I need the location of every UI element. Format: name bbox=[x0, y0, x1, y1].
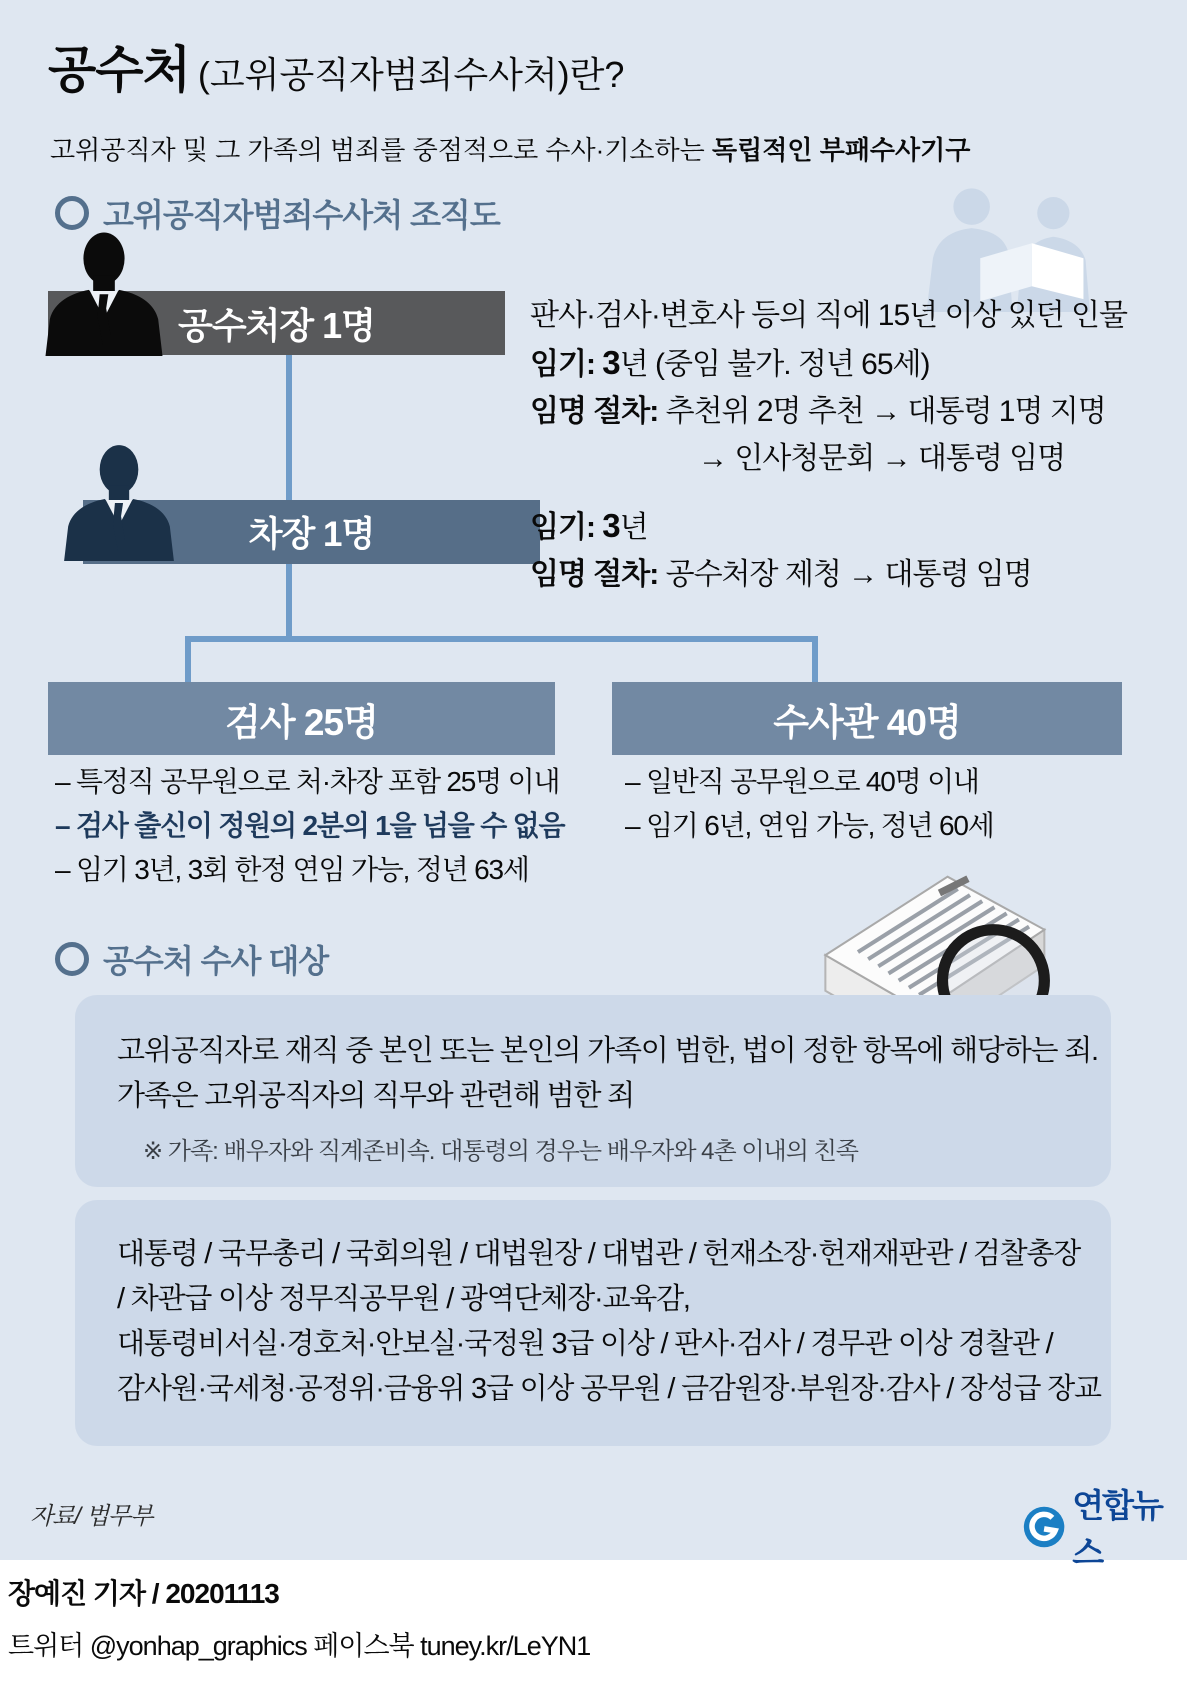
subtitle-text: 고위공직자 및 그 가족의 범죄를 중점적으로 수사·기소하는 bbox=[50, 135, 713, 165]
yonhap-logo bbox=[1022, 1480, 1187, 1574]
target-officials-box bbox=[75, 1200, 1111, 1446]
org-box-investigators bbox=[612, 682, 1122, 755]
bullet-item: – 임기 6년, 연임 가능, 정년 60세 bbox=[625, 810, 994, 841]
deputy-appoint-text: 공수처장 제청 → 대통령 임명 bbox=[665, 558, 1032, 591]
org-box-chief-label: 공수처장 1명 bbox=[178, 304, 375, 346]
deputy-appoint-label: 임명 절차: bbox=[530, 558, 659, 591]
deputy-term-label: 임기: bbox=[530, 511, 595, 544]
deputy-info-block bbox=[530, 502, 1032, 598]
org-section-heading-text: 고위공직자범죄수사처 조직도 bbox=[103, 197, 500, 233]
page-title: 공수처 bbox=[48, 42, 190, 98]
chief-term-line bbox=[530, 339, 1127, 388]
chief-person-silhouette-icon bbox=[38, 226, 170, 356]
investigators-bullet-list bbox=[625, 760, 994, 848]
org-box-prosecutors bbox=[48, 682, 555, 755]
chief-appoint-line2: → 인사청문회 → 대통령 임명 bbox=[698, 442, 1066, 475]
social-links-text: 트위터 @yonhap_graphics 페이스북 tuney.kr/LeYN1 bbox=[8, 1631, 591, 1661]
chief-term-rest: 년 (중임 불가. 정년 65세) bbox=[619, 348, 930, 381]
investigation-scope-box bbox=[75, 995, 1111, 1187]
bullet-item: – 임기 3년, 3회 한정 연임 가능, 정년 63세 bbox=[55, 854, 529, 885]
connector-horizontal bbox=[185, 636, 818, 642]
chief-term-number: 3 bbox=[602, 344, 620, 381]
yonhap-logo-text: 연합뉴스 bbox=[1072, 1487, 1162, 1571]
deputy-person-silhouette-icon bbox=[58, 436, 180, 564]
bullet-item: – 특정직 공무원으로 처·차장 포함 25명 이내 bbox=[55, 766, 560, 797]
chief-info-block bbox=[530, 292, 1127, 482]
yonhap-logo-icon bbox=[1022, 1504, 1066, 1550]
scope-note: ※ 가족: 배우자와 직계존비속. 대통령의 경우는 배우자와 4촌 이내의 친족 bbox=[143, 1138, 858, 1165]
deputy-term-number: 3 bbox=[602, 507, 620, 544]
chief-term-label: 임기: bbox=[530, 348, 595, 381]
subtitle-bold-text: 독립적인 부패수사기구 bbox=[712, 135, 971, 165]
target-section-heading bbox=[55, 936, 328, 982]
title-block bbox=[48, 30, 624, 102]
chief-appoint-text1: 추천위 2명 추천 → 대통령 1명 지명 bbox=[665, 395, 1106, 428]
scope-line: 고위공직자로 재직 중 본인 또는 본인의 가족이 범한, 법이 정한 항목에 해당하는 죄. bbox=[117, 1035, 1098, 1067]
bullet-item-emphasis: – 검사 출신이 정원의 2분의 1을 넘을 수 없음 bbox=[55, 810, 565, 841]
source-credit: 자료/ 법무부 bbox=[30, 1503, 153, 1530]
connector-chief-deputy bbox=[286, 353, 292, 503]
connector-deputy-split bbox=[286, 562, 292, 642]
target-section-heading-text: 공수처 수사 대상 bbox=[103, 943, 329, 979]
scope-line: 가족은 고위공직자의 직무와 관련해 범한 죄 bbox=[117, 1080, 634, 1112]
target-line: / 차관급 이상 정무직공무원 / 광역단체장·교육감, bbox=[117, 1283, 690, 1315]
page-subtitle bbox=[50, 130, 1150, 167]
deputy-term-rest: 년 bbox=[619, 511, 648, 544]
chief-appoint-line1 bbox=[530, 388, 1127, 435]
target-line: 대통령 / 국무총리 / 국회의원 / 대법원장 / 대법관 / 헌재소장·헌재재판관 / 검찰총장 bbox=[117, 1238, 1081, 1270]
connector-stub-right bbox=[812, 636, 818, 686]
target-line: 대통령비서실·경호처·안보실·국정원 3급 이상 / 판사·검사 / 경무관 이상 경찰관 / bbox=[117, 1328, 1053, 1360]
org-box-prosecutors-label: 검사 25명 bbox=[225, 701, 378, 743]
chief-appoint-label: 임명 절차: bbox=[530, 395, 659, 428]
chief-qualification: 판사·검사·변호사 등의 직에 15년 이상 있던 인물 bbox=[530, 299, 1127, 332]
prosecutors-bullet-list bbox=[55, 760, 564, 892]
section-bullet-icon bbox=[55, 196, 89, 230]
reporter-credit: 장예진 기자 / 20201113 bbox=[8, 1578, 279, 1609]
deputy-term-line bbox=[530, 502, 1032, 551]
deputy-appoint-line bbox=[530, 551, 1032, 598]
page-title-sub: (고위공직자범죄수사처)란? bbox=[197, 54, 625, 95]
bullet-item: – 일반직 공무원으로 40명 이내 bbox=[625, 766, 979, 797]
connector-stub-left bbox=[185, 636, 191, 686]
org-box-investigators-label: 수사관 40명 bbox=[773, 701, 961, 743]
target-line: 감사원·국세청·공정위·금융위 3급 이상 공무원 / 금감원장·부원장·감사 / 장성급 장교 bbox=[117, 1373, 1101, 1405]
org-box-deputy-label: 차장 1명 bbox=[248, 515, 375, 554]
section-bullet-icon bbox=[55, 942, 89, 976]
